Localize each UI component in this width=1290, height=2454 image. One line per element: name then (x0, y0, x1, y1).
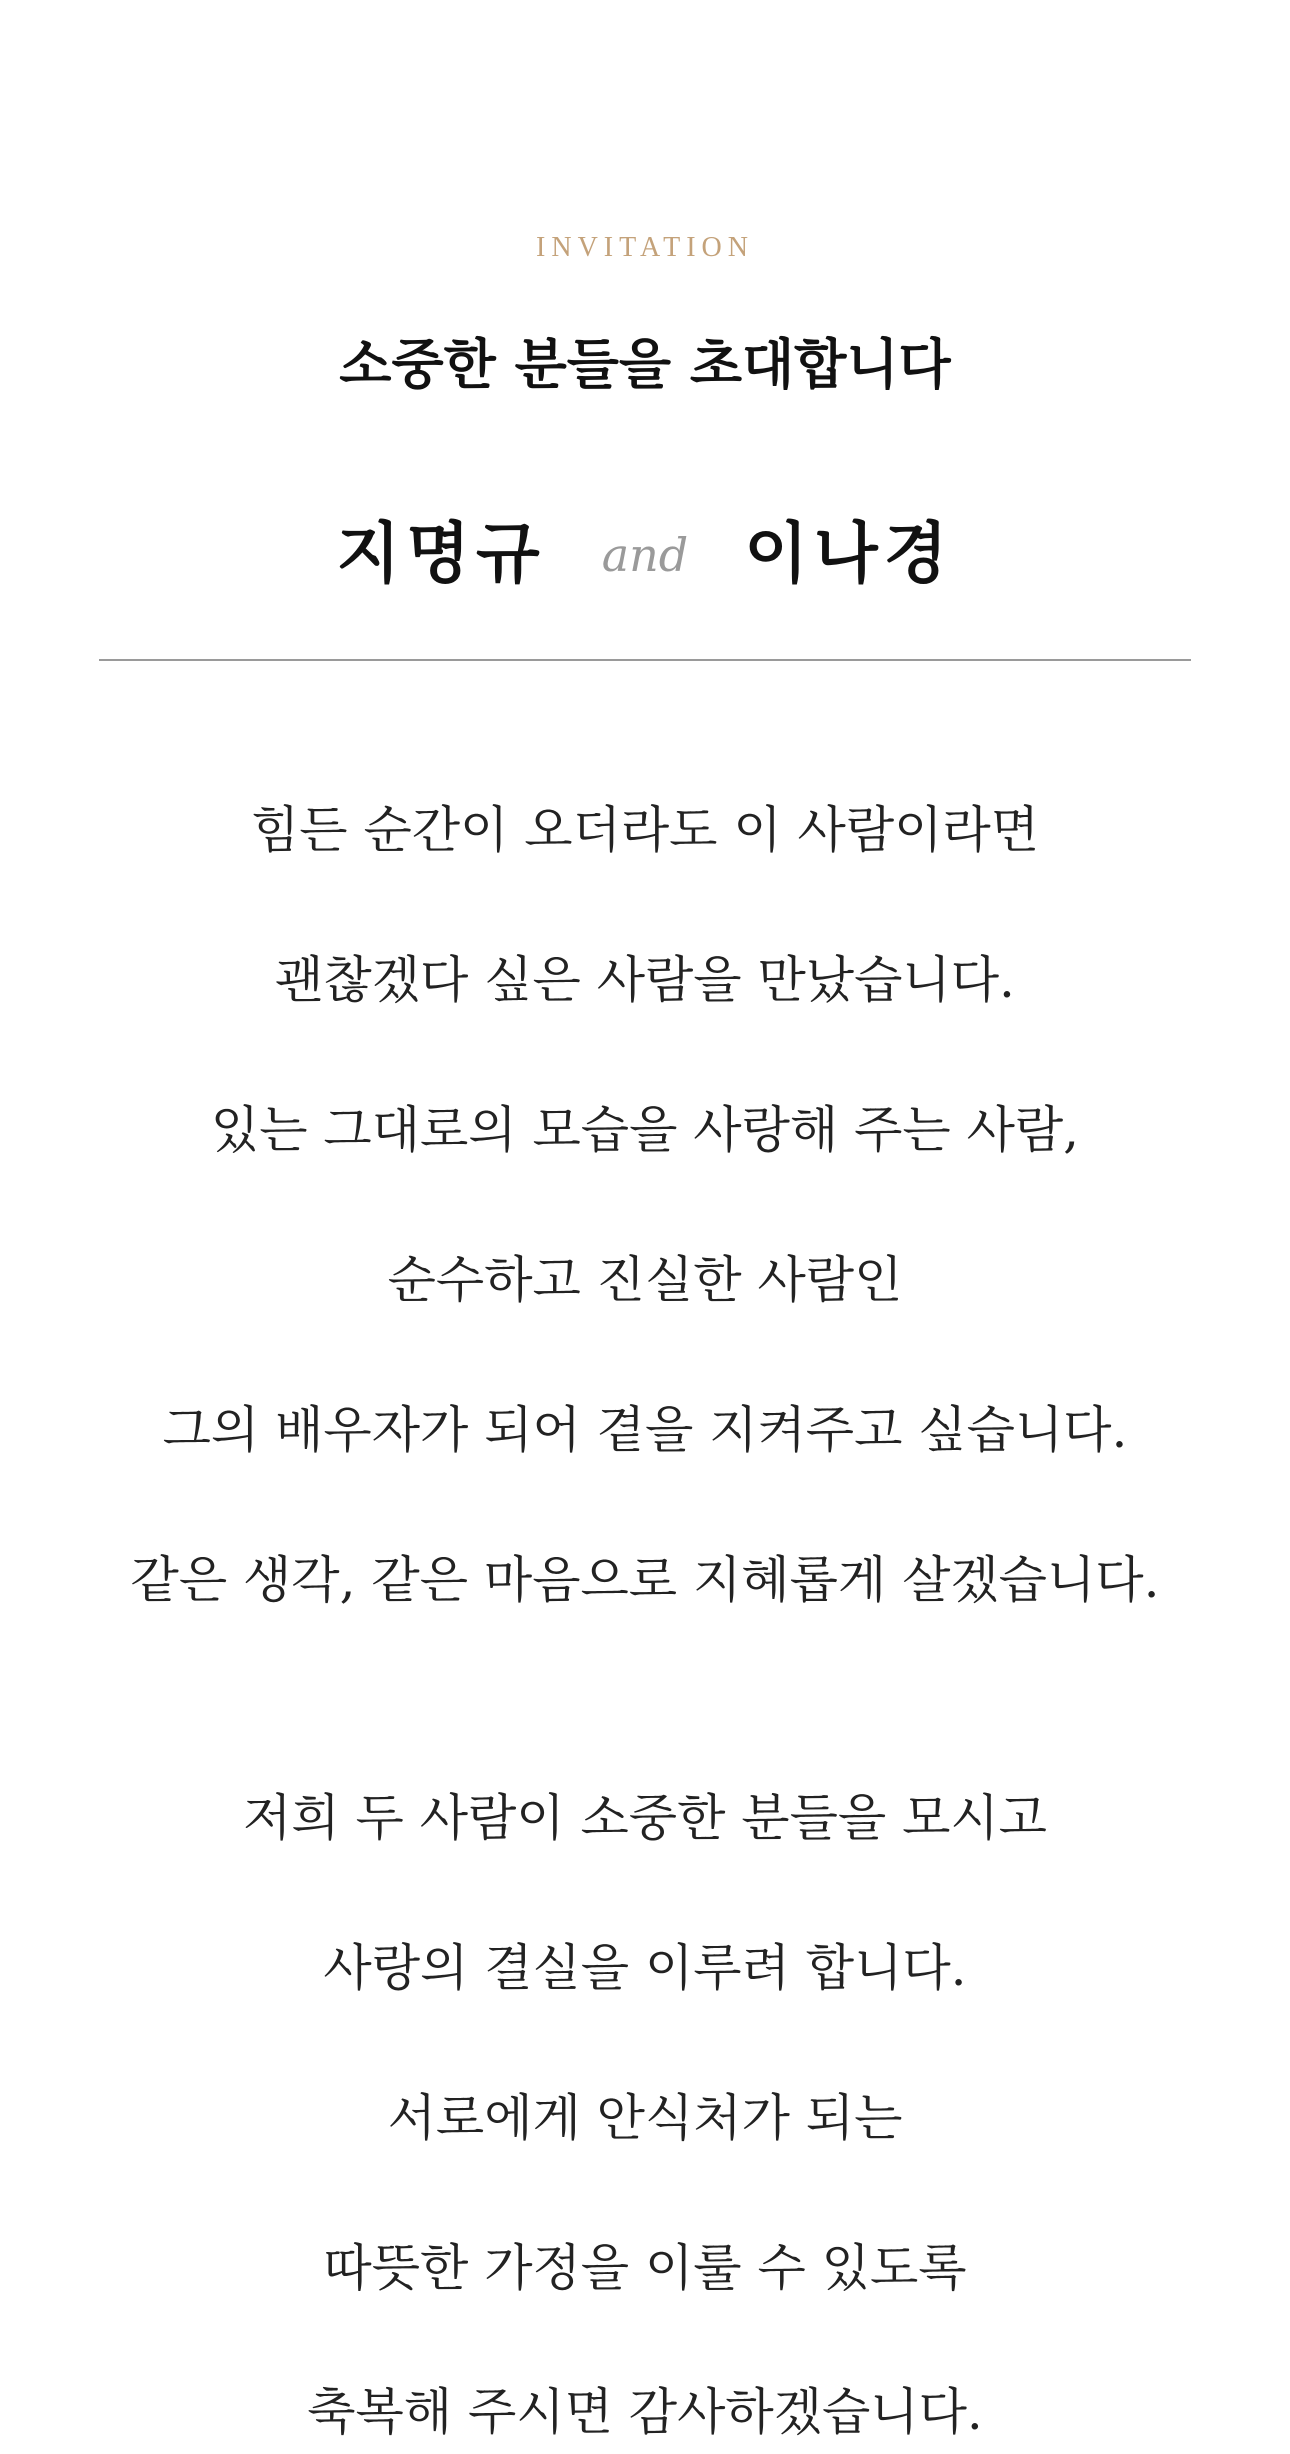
message-line: 사랑의 결실을 이루려 합니다. (323, 1939, 967, 1997)
message-line: 저희 두 사람이 소중한 분들을 모시고 (243, 1789, 1047, 1847)
message-line: 힘든 순간이 오더라도 이 사람이라면 (250, 801, 1040, 859)
groom-name: 지명규 (336, 515, 546, 592)
and-connector: and (601, 527, 689, 582)
invitation-headline: 소중한 분들을 초대합니다 (339, 333, 951, 396)
message-line: 따뜻한 가정을 이룰 수 있도록 (323, 2239, 967, 2297)
message-line: 순수하고 진실한 사람인 (387, 1251, 903, 1309)
message-line: 괜찮겠다 싶은 사람을 만났습니다. (275, 951, 1015, 1009)
section-divider (99, 659, 1191, 661)
message-line: 그의 배우자가 되어 곁을 지켜주고 싶습니다. (162, 1401, 1128, 1459)
couple-names (0, 500, 1290, 595)
bride-name: 이나경 (744, 515, 954, 592)
message-line: 축복해 주시면 감사하겠습니다. (307, 2383, 983, 2441)
message-line: 서로에게 안식처가 되는 (387, 2089, 903, 2147)
message-line: 같은 생각, 같은 마음으로 지혜롭게 살겠습니다. (130, 1551, 1160, 1609)
invitation-eyebrow: INVITATION (536, 232, 754, 263)
message-line: 있는 그대로의 모습을 사랑해 주는 사람, (210, 1101, 1080, 1159)
